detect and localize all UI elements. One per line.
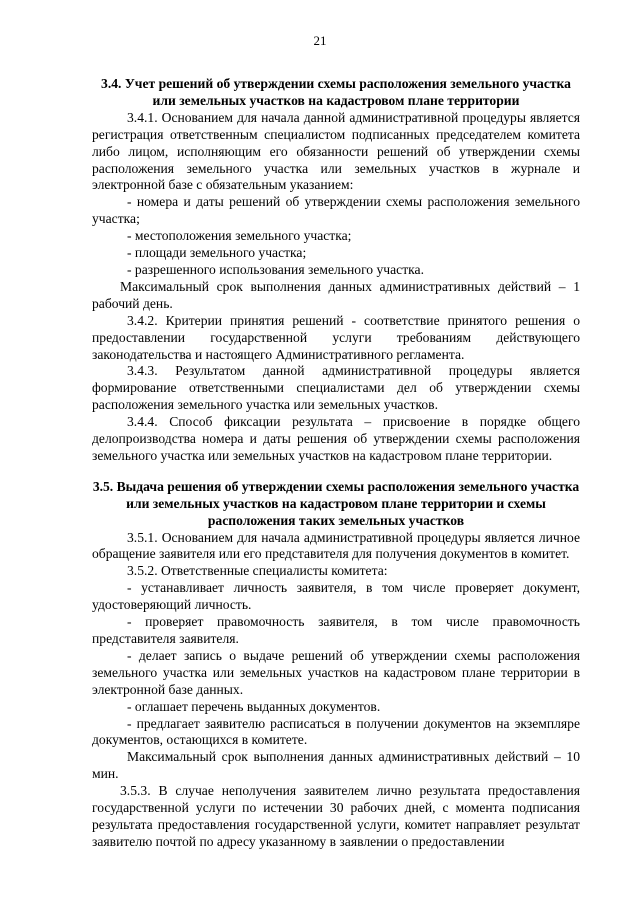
paragraph-3-5-1: 3.5.1. Основанием для начала административной процедуры является личное обращение заявителя или его представителя для получения документов в комитет.: [92, 529, 580, 562]
list-item: - оглашает перечень выданных документов.: [127, 698, 381, 714]
paragraph-3-4-1: 3.4.1. Основанием для начала данной административной процедуры является регистрация ответственным специалистом подписанных председателем комитета либо лицом, исполняющим его обязанности решений об утверждении схемы расположения земельного участка или земельных участков в журнале и электронной базе с обязательным указанием:: [92, 109, 580, 193]
list-item: - проверяет правомочность заявителя, в том числе правомочность представителя заявителя.: [92, 614, 580, 646]
list-item: - предлагает заявителю расписаться в получении документов на экземпляре документов, остающихся в комитете.: [92, 715, 580, 748]
list-item: - делает запись о выдаче решений об утверждении схемы расположения земельного участка или земельных участков на кадастровом плане территории в электронной базе данных.: [92, 647, 580, 697]
page-number: 21: [313, 33, 327, 48]
max-time-paragraph: Максимальный срок выполнения данных административных действий – 10 мин.: [92, 749, 580, 782]
paragraph-3-4-4: 3.4.4. Способ фиксации результата – присвоение в порядке общего делопроизводства номера и даты решения об утверждении схемы расположения земельного участка или земельных участков на кадастровом плане территории.: [92, 414, 580, 463]
section-3-4-heading: 3.4. Учет решений об утверждении схемы расположения земельного участка или земельных участков на кадастровом плане территории: [101, 76, 571, 108]
section-spacer: [92, 465, 580, 479]
max-time-paragraph: Максимальный срок выполнения данных административных действий – 1 рабочий день.: [92, 278, 580, 311]
page-content: [92, 76, 580, 851]
paragraph-3-4-3: 3.4.3. Результатом данной административной процедуры является формирование ответственными специалистами дел об утверждении схемы расположения земельного участка или земельных участков.: [92, 363, 580, 413]
section-3-5-heading: 3.5. Выдача решения об утверждении схемы расположения земельного участка или земельных участков на кадастровом плане территории и схемы расположения таких земельных участков: [92, 478, 580, 528]
list-item: - площади земельного участка;: [127, 245, 307, 261]
paragraph-3-4-2: 3.4.2. Критерии принятия решений - соответствие принятого решения о предоставлении государственной услуги требованиям действующего законодательства и настоящего Административного регламента.: [92, 312, 580, 362]
list-item: - устанавливает личность заявителя, в том числе проверяет документ, удостоверяющий личность.: [92, 580, 580, 613]
paragraph-3-5-2: 3.5.2. Ответственные специалисты комитета:: [127, 563, 388, 579]
paragraph-3-5-3: 3.5.3. В случае неполучения заявителем лично результата предоставления государственной услуги по истечении 30 рабочих дней, с момента подписания результата предоставления государственной услуги, комитет направляет результат заявителю почтой по адресу указанному в заявлении о предоставлении: [92, 783, 580, 849]
list-item: - номера и даты решений об утверждении схемы расположения земельного участка;: [92, 194, 580, 227]
list-item: - местоположения земельного участка;: [127, 228, 352, 244]
list-item: - разрешенного использования земельного участка.: [127, 261, 424, 277]
